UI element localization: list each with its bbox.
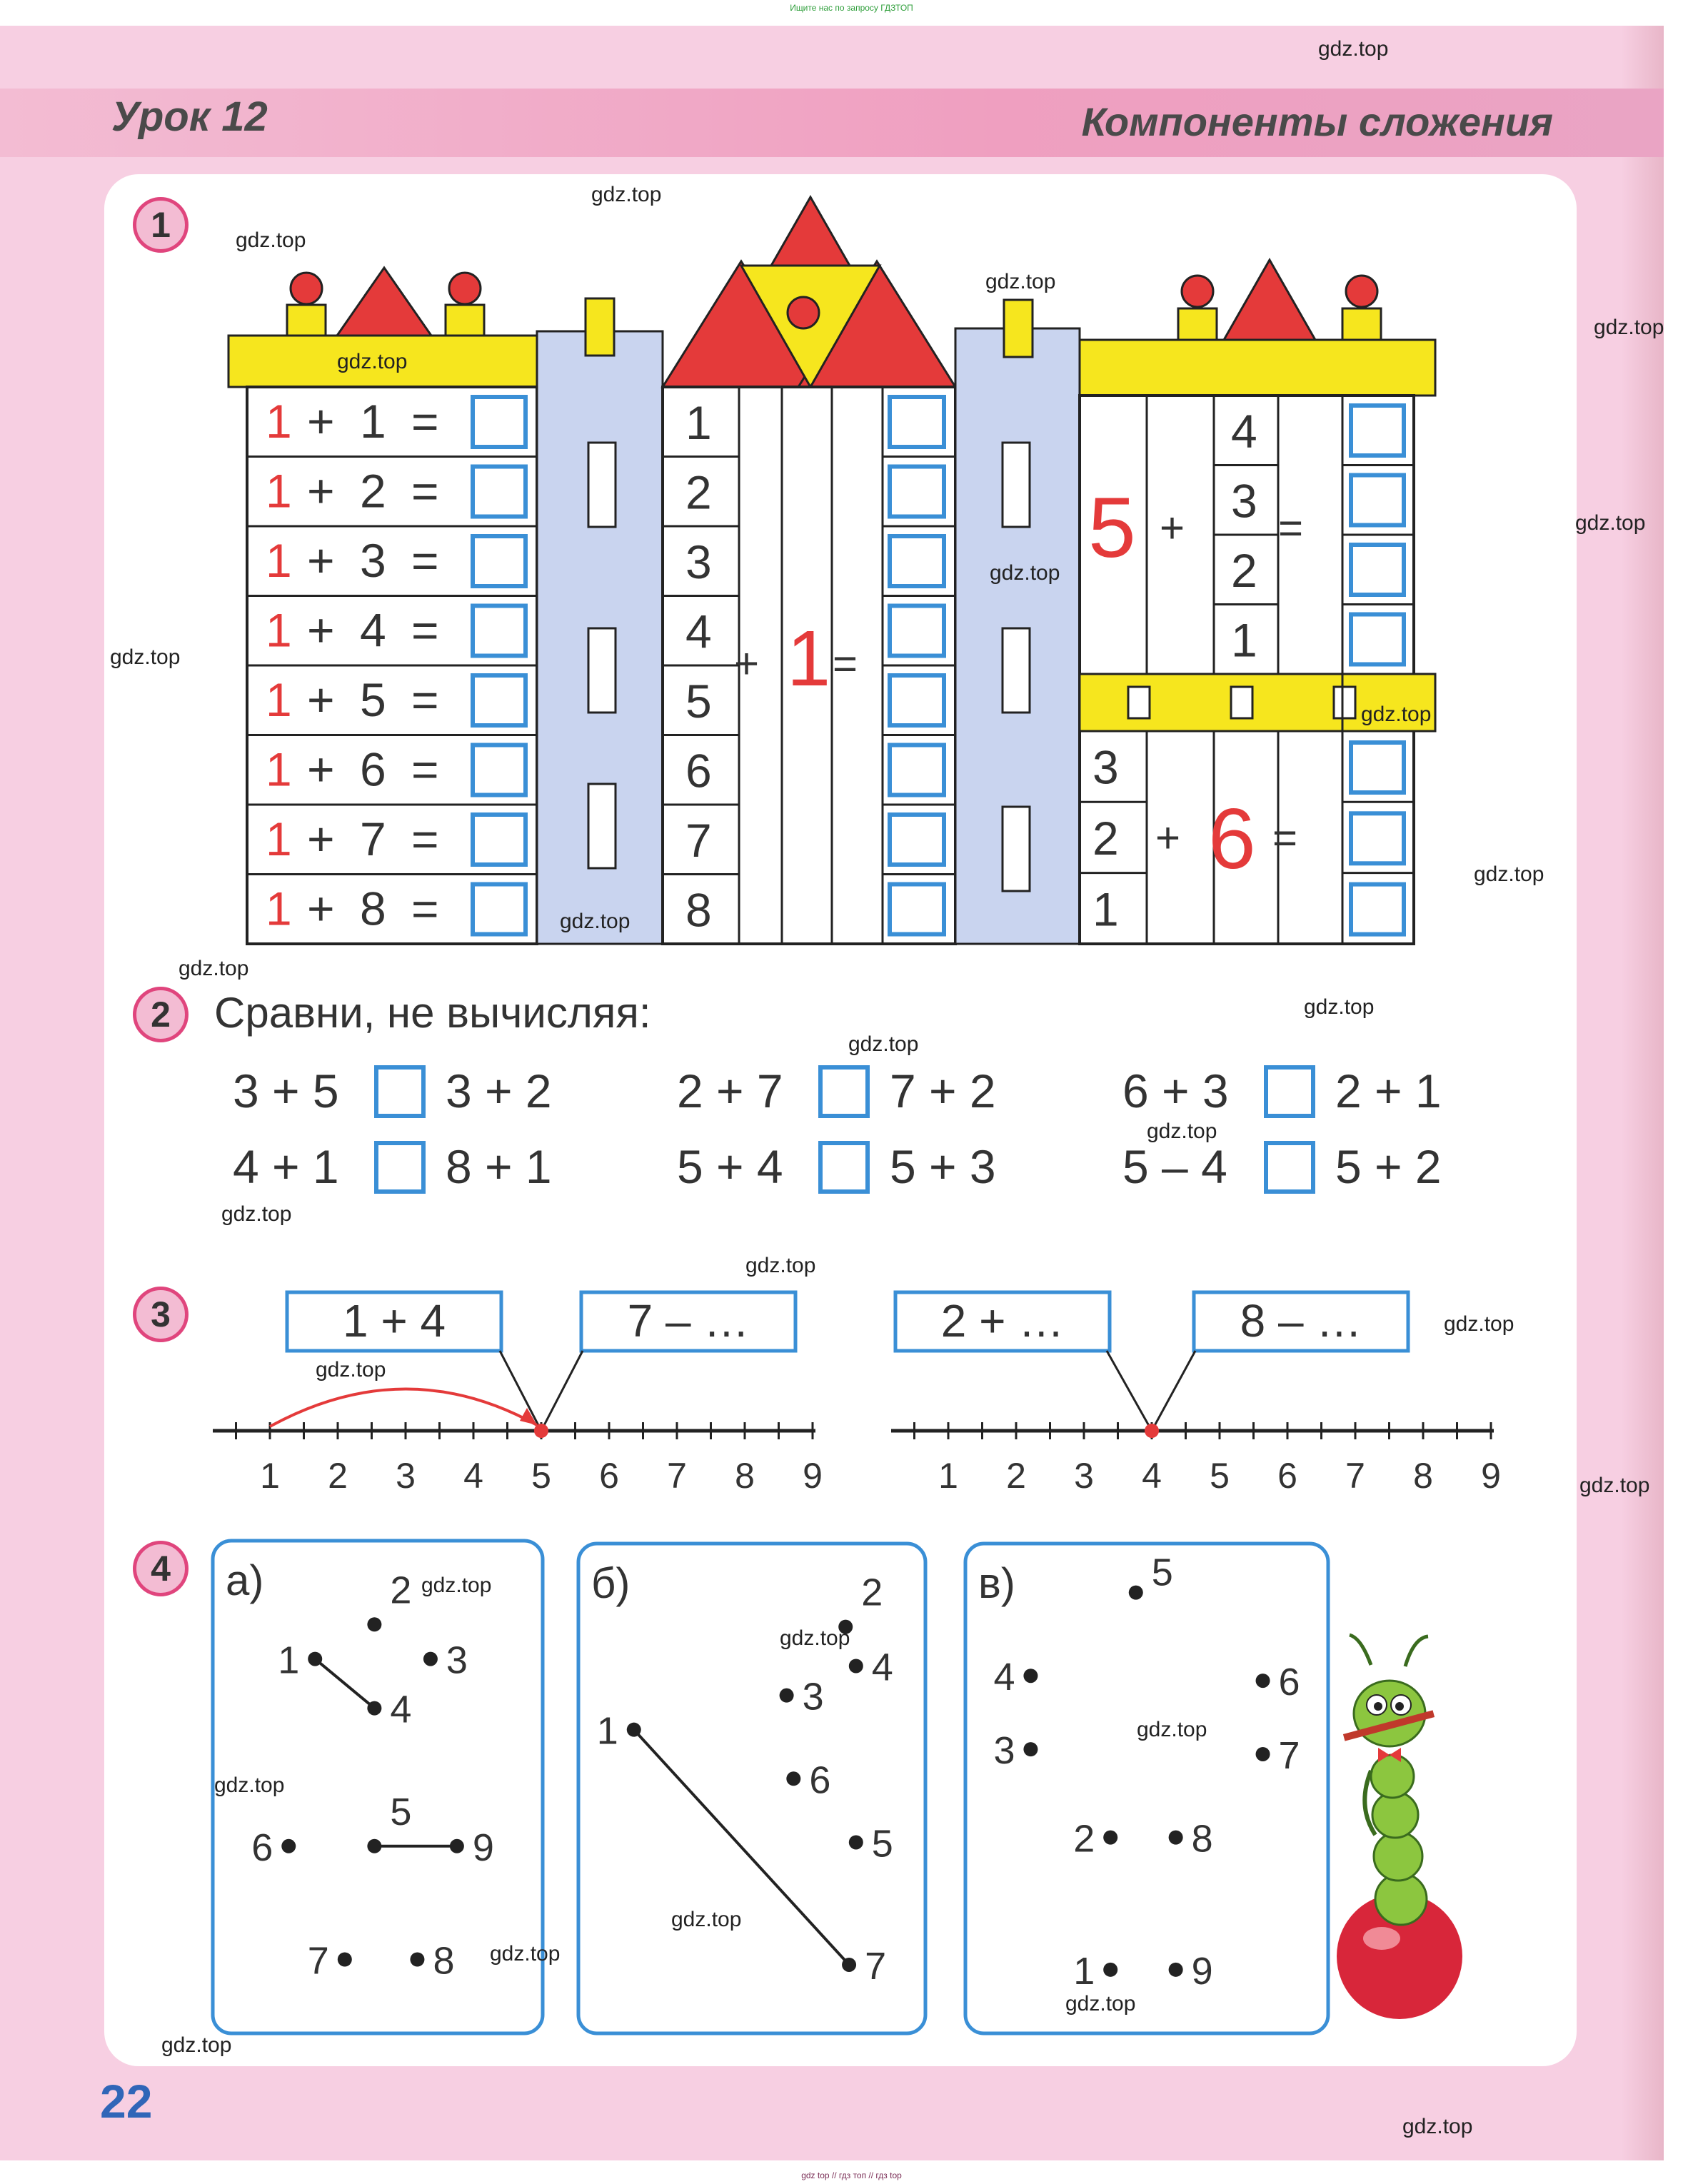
dot bbox=[450, 1839, 464, 1853]
dot-number: 1 bbox=[1073, 1949, 1095, 1993]
watermark: gdz.top bbox=[780, 1626, 850, 1650]
plus-sign: + bbox=[734, 640, 760, 688]
comparison-sign-box[interactable] bbox=[374, 1065, 426, 1118]
left-second-addend: 7 bbox=[360, 812, 386, 865]
plus-sign: + bbox=[307, 743, 335, 796]
equals-sign: = bbox=[411, 464, 439, 518]
watermark: gdz.top bbox=[990, 561, 1060, 585]
answer-box[interactable] bbox=[1351, 743, 1404, 792]
tick-label: 6 bbox=[1277, 1456, 1297, 1496]
answer-box[interactable] bbox=[1351, 406, 1404, 456]
comparison-right: 7 + 2 bbox=[890, 1065, 996, 1117]
plus-sign: + bbox=[307, 882, 335, 935]
comparison-right: 3 + 2 bbox=[446, 1065, 552, 1117]
watermark: gdz.top bbox=[560, 910, 631, 933]
left-first-addend: 1 bbox=[266, 464, 292, 518]
right-top-second-addend: 3 bbox=[1231, 474, 1257, 528]
watermark: gdz.top bbox=[1147, 1119, 1217, 1143]
watermark: gdz.top bbox=[848, 1032, 919, 1056]
answer-box[interactable] bbox=[890, 397, 944, 447]
watermark: gdz.top bbox=[221, 1202, 292, 1226]
page-number: 22 bbox=[100, 2075, 153, 2128]
left-second-addend: 4 bbox=[360, 603, 386, 657]
bottom-note: gdz top // гдз топ // гдз top bbox=[801, 2170, 902, 2180]
expression-text: 8 – … bbox=[1240, 1295, 1362, 1347]
comparison-sign-box[interactable] bbox=[818, 1141, 870, 1194]
pointer-line bbox=[541, 1351, 583, 1431]
task4-number: 4 bbox=[133, 1541, 189, 1596]
equals-sign: = bbox=[411, 743, 439, 796]
comparison-right: 8 + 1 bbox=[446, 1140, 552, 1193]
left-second-addend: 5 bbox=[360, 673, 386, 726]
dot bbox=[849, 1835, 863, 1849]
dot bbox=[1023, 1669, 1038, 1683]
middle-first-addend: 1 bbox=[685, 396, 712, 449]
left-first-addend: 1 bbox=[266, 603, 292, 657]
equals-sign: = bbox=[833, 640, 858, 688]
dot-number: 7 bbox=[1278, 1733, 1300, 1777]
dot bbox=[1023, 1742, 1038, 1756]
dot bbox=[1169, 1963, 1183, 1977]
watermark: gdz.top bbox=[1304, 995, 1375, 1019]
answer-box[interactable] bbox=[473, 745, 526, 795]
right-top-first-addend: 5 bbox=[1088, 480, 1136, 575]
tick-label: 8 bbox=[735, 1456, 755, 1496]
task1-number: 1 bbox=[133, 197, 189, 253]
comparison-left: 6 + 3 bbox=[1122, 1065, 1229, 1117]
right-bottom-second-addend: 6 bbox=[1208, 791, 1256, 887]
dot-number: 7 bbox=[307, 1939, 329, 1983]
expression-text: 7 – … bbox=[627, 1295, 750, 1347]
tick-label: 2 bbox=[328, 1456, 348, 1496]
watermark: gdz.top bbox=[1579, 1474, 1650, 1497]
left-second-addend: 3 bbox=[360, 533, 386, 587]
dot-number: 1 bbox=[596, 1709, 618, 1753]
dot-number: 9 bbox=[1191, 1949, 1213, 1993]
answer-box[interactable] bbox=[1351, 885, 1404, 935]
dot bbox=[1103, 1963, 1117, 1977]
dot bbox=[367, 1617, 381, 1631]
dot-number: 6 bbox=[809, 1758, 831, 1802]
watermark: gdz.top bbox=[1065, 1992, 1136, 2016]
answer-box[interactable] bbox=[473, 467, 526, 517]
task2-title: Сравни, не вычисляя: bbox=[214, 989, 651, 1037]
dot bbox=[308, 1652, 322, 1666]
equals-sign: = bbox=[411, 673, 439, 726]
tick-label: 1 bbox=[260, 1456, 280, 1496]
equals-sign: = bbox=[411, 394, 439, 448]
left-first-addend: 1 bbox=[266, 812, 292, 865]
watermark: gdz.top bbox=[1444, 1312, 1514, 1336]
pointer-line bbox=[1152, 1351, 1195, 1431]
task2-number: 2 bbox=[133, 987, 189, 1042]
plus-sign: + bbox=[1155, 814, 1181, 862]
middle-first-addend: 5 bbox=[685, 674, 712, 728]
plus-sign: + bbox=[307, 673, 335, 726]
middle-house-roof bbox=[663, 197, 955, 387]
equals-sign: = bbox=[411, 812, 439, 865]
middle-first-addend: 3 bbox=[685, 535, 712, 588]
dot bbox=[627, 1723, 641, 1737]
watermark: gdz.top bbox=[1402, 2115, 1473, 2138]
dot bbox=[410, 1953, 424, 1967]
dot-number: 3 bbox=[993, 1729, 1015, 1773]
dot bbox=[1169, 1831, 1183, 1845]
answer-box[interactable] bbox=[473, 397, 526, 447]
comparison-left: 2 + 7 bbox=[677, 1065, 783, 1117]
middle-first-addend: 6 bbox=[685, 744, 712, 797]
answer-box[interactable] bbox=[890, 675, 944, 725]
watermark: gdz.top bbox=[337, 350, 408, 373]
left-first-addend: 1 bbox=[266, 673, 292, 726]
dot-number: 9 bbox=[472, 1826, 494, 1869]
tick-label: 9 bbox=[803, 1456, 823, 1496]
answer-box[interactable] bbox=[890, 536, 944, 586]
panel-label: а) bbox=[226, 1556, 264, 1604]
dot bbox=[1129, 1586, 1143, 1600]
tick-label: 7 bbox=[1345, 1456, 1365, 1496]
comparison-left: 5 – 4 bbox=[1122, 1140, 1227, 1193]
tick-label: 4 bbox=[463, 1456, 483, 1496]
dot bbox=[281, 1839, 296, 1853]
equals-sign: = bbox=[411, 603, 439, 657]
marked-point bbox=[1145, 1424, 1159, 1438]
task3-number: 3 bbox=[133, 1287, 189, 1342]
tick-label: 4 bbox=[1142, 1456, 1162, 1496]
watermark: gdz.top bbox=[316, 1358, 386, 1382]
comparison-left: 3 + 5 bbox=[233, 1065, 339, 1117]
watermark: gdz.top bbox=[671, 1908, 742, 1931]
answer-box[interactable] bbox=[890, 745, 944, 795]
comparison-sign-box[interactable] bbox=[1264, 1065, 1315, 1118]
plus-sign: + bbox=[307, 603, 335, 657]
tick-label: 8 bbox=[1413, 1456, 1433, 1496]
right-top-second-addend: 1 bbox=[1231, 613, 1257, 667]
dot bbox=[367, 1839, 381, 1853]
tick-label: 2 bbox=[1006, 1456, 1026, 1496]
watermark: gdz.top bbox=[236, 228, 306, 252]
right-bottom-first-addend: 2 bbox=[1092, 811, 1119, 865]
middle-first-addend: 8 bbox=[685, 883, 712, 937]
plus-sign: + bbox=[307, 394, 335, 448]
dot bbox=[1103, 1831, 1117, 1845]
panel-label: б) bbox=[591, 1559, 631, 1607]
watermark: gdz.top bbox=[985, 270, 1056, 293]
watermark: gdz.top bbox=[1474, 862, 1544, 886]
equals-sign: = bbox=[1272, 814, 1298, 862]
answer-box[interactable] bbox=[1351, 615, 1404, 665]
comparison-right: 5 + 3 bbox=[890, 1140, 996, 1193]
answer-box[interactable] bbox=[890, 815, 944, 865]
left-first-addend: 1 bbox=[266, 743, 292, 796]
answer-box[interactable] bbox=[473, 606, 526, 656]
comparison-sign-box[interactable] bbox=[818, 1065, 870, 1118]
watermark: gdz.top bbox=[490, 1942, 561, 1966]
tick-label: 7 bbox=[667, 1456, 687, 1496]
top-note: Ищите нас по запросу ГДЗТОП bbox=[790, 3, 913, 13]
answer-box[interactable] bbox=[890, 606, 944, 656]
watermark: gdz.top bbox=[179, 957, 249, 980]
equals-sign: = bbox=[411, 882, 439, 935]
expression-text: 1 + 4 bbox=[342, 1295, 446, 1347]
dot-number: 5 bbox=[871, 1822, 893, 1866]
dot-number: 6 bbox=[251, 1826, 273, 1869]
lesson-title: Урок 12 bbox=[111, 94, 268, 140]
left-second-addend: 8 bbox=[360, 882, 386, 935]
watermark: gdz.top bbox=[1594, 316, 1664, 339]
dot bbox=[780, 1689, 794, 1703]
comparison-right: 2 + 1 bbox=[1335, 1065, 1442, 1117]
right-house-roof bbox=[1080, 260, 1435, 396]
dot-number: 5 bbox=[390, 1790, 412, 1833]
watermark: gdz.top bbox=[161, 2033, 232, 2057]
watermark: gdz.top bbox=[1361, 703, 1432, 726]
watermark: gdz.top bbox=[421, 1574, 492, 1597]
panel-label: в) bbox=[978, 1559, 1015, 1607]
tick-label: 5 bbox=[531, 1456, 551, 1496]
comparison-sign-box[interactable] bbox=[374, 1141, 426, 1194]
left-second-addend: 1 bbox=[360, 394, 386, 448]
right-bottom-first-addend: 3 bbox=[1092, 740, 1119, 794]
expression-text: 2 + … bbox=[940, 1295, 1065, 1347]
tick-label: 5 bbox=[1210, 1456, 1230, 1496]
tick-label: 6 bbox=[599, 1456, 619, 1496]
comparison-right: 5 + 2 bbox=[1335, 1140, 1442, 1193]
topic-title: Компоненты сложения bbox=[1081, 99, 1553, 144]
plus-sign: + bbox=[1160, 504, 1185, 552]
task3-number-lines bbox=[0, 1271, 1703, 1514]
dot-number: 4 bbox=[871, 1646, 893, 1689]
dot-number: 3 bbox=[446, 1639, 468, 1682]
answer-box[interactable] bbox=[473, 675, 526, 725]
dot bbox=[786, 1771, 800, 1786]
pointer-line bbox=[1107, 1351, 1152, 1431]
caterpillar-illustration bbox=[1314, 1621, 1485, 2021]
middle-first-addend: 7 bbox=[685, 813, 712, 867]
dot-number: 7 bbox=[865, 1944, 887, 1988]
middle-first-addend: 4 bbox=[685, 605, 712, 658]
dot-number: 1 bbox=[278, 1639, 300, 1682]
dot bbox=[849, 1659, 863, 1674]
task1-houses bbox=[0, 0, 1703, 971]
answer-box[interactable] bbox=[1351, 475, 1404, 525]
equals-sign: = bbox=[411, 533, 439, 587]
answer-box[interactable] bbox=[1351, 813, 1404, 863]
tick-label: 9 bbox=[1481, 1456, 1501, 1496]
dot-number: 4 bbox=[390, 1688, 412, 1731]
dot bbox=[1256, 1674, 1270, 1688]
answer-box[interactable] bbox=[890, 885, 944, 935]
dot-number: 4 bbox=[993, 1656, 1015, 1699]
right-bottom-first-addend: 1 bbox=[1092, 882, 1119, 936]
answer-box[interactable] bbox=[473, 885, 526, 935]
watermark: gdz.top bbox=[214, 1773, 285, 1797]
plus-sign: + bbox=[307, 812, 335, 865]
watermark: gdz.top bbox=[591, 183, 662, 206]
comparison-sign-box[interactable] bbox=[1264, 1141, 1315, 1194]
answer-box[interactable] bbox=[890, 467, 944, 517]
answer-box[interactable] bbox=[1351, 545, 1404, 595]
dot bbox=[367, 1701, 381, 1716]
dot bbox=[423, 1652, 438, 1666]
watermark: gdz.top bbox=[1575, 511, 1646, 535]
watermark: gdz.top bbox=[745, 1254, 816, 1277]
answer-box[interactable] bbox=[473, 815, 526, 865]
dot-number: 2 bbox=[390, 1569, 412, 1612]
left-first-addend: 1 bbox=[266, 394, 292, 448]
equals-sign: = bbox=[1278, 504, 1304, 552]
middle-second-addend: 1 bbox=[787, 615, 831, 703]
comparison-left: 5 + 4 bbox=[677, 1140, 783, 1193]
dot-number: 8 bbox=[433, 1939, 455, 1983]
dot bbox=[842, 1958, 856, 1972]
plus-sign: + bbox=[307, 464, 335, 518]
dot-number: 2 bbox=[1073, 1817, 1095, 1861]
dot-number: 6 bbox=[1278, 1661, 1300, 1704]
left-first-addend: 1 bbox=[266, 882, 292, 935]
middle-first-addend: 2 bbox=[685, 466, 712, 519]
tick-label: 1 bbox=[938, 1456, 958, 1496]
watermark: gdz.top bbox=[1137, 1718, 1207, 1741]
pointer-line bbox=[500, 1351, 541, 1431]
watermark: gdz.top bbox=[110, 645, 181, 669]
right-top-second-addend: 4 bbox=[1231, 404, 1257, 458]
dot-number: 5 bbox=[1151, 1551, 1173, 1594]
answer-box[interactable] bbox=[473, 536, 526, 586]
jump-arrow bbox=[270, 1389, 537, 1426]
watermark: gdz.top bbox=[1318, 37, 1389, 61]
plus-sign: + bbox=[307, 533, 335, 587]
dot bbox=[338, 1953, 352, 1967]
left-first-addend: 1 bbox=[266, 533, 292, 587]
dot-number: 8 bbox=[1191, 1817, 1213, 1861]
dot-number: 2 bbox=[861, 1571, 883, 1614]
left-second-addend: 2 bbox=[360, 464, 386, 518]
dot-number: 3 bbox=[802, 1675, 824, 1718]
comparison-left: 4 + 1 bbox=[233, 1140, 339, 1193]
tick-label: 3 bbox=[1074, 1456, 1094, 1496]
left-second-addend: 6 bbox=[360, 743, 386, 796]
dot-panel bbox=[965, 1544, 1328, 2033]
right-top-second-addend: 2 bbox=[1231, 543, 1257, 597]
tick-label: 3 bbox=[396, 1456, 416, 1496]
dot bbox=[1256, 1747, 1270, 1761]
